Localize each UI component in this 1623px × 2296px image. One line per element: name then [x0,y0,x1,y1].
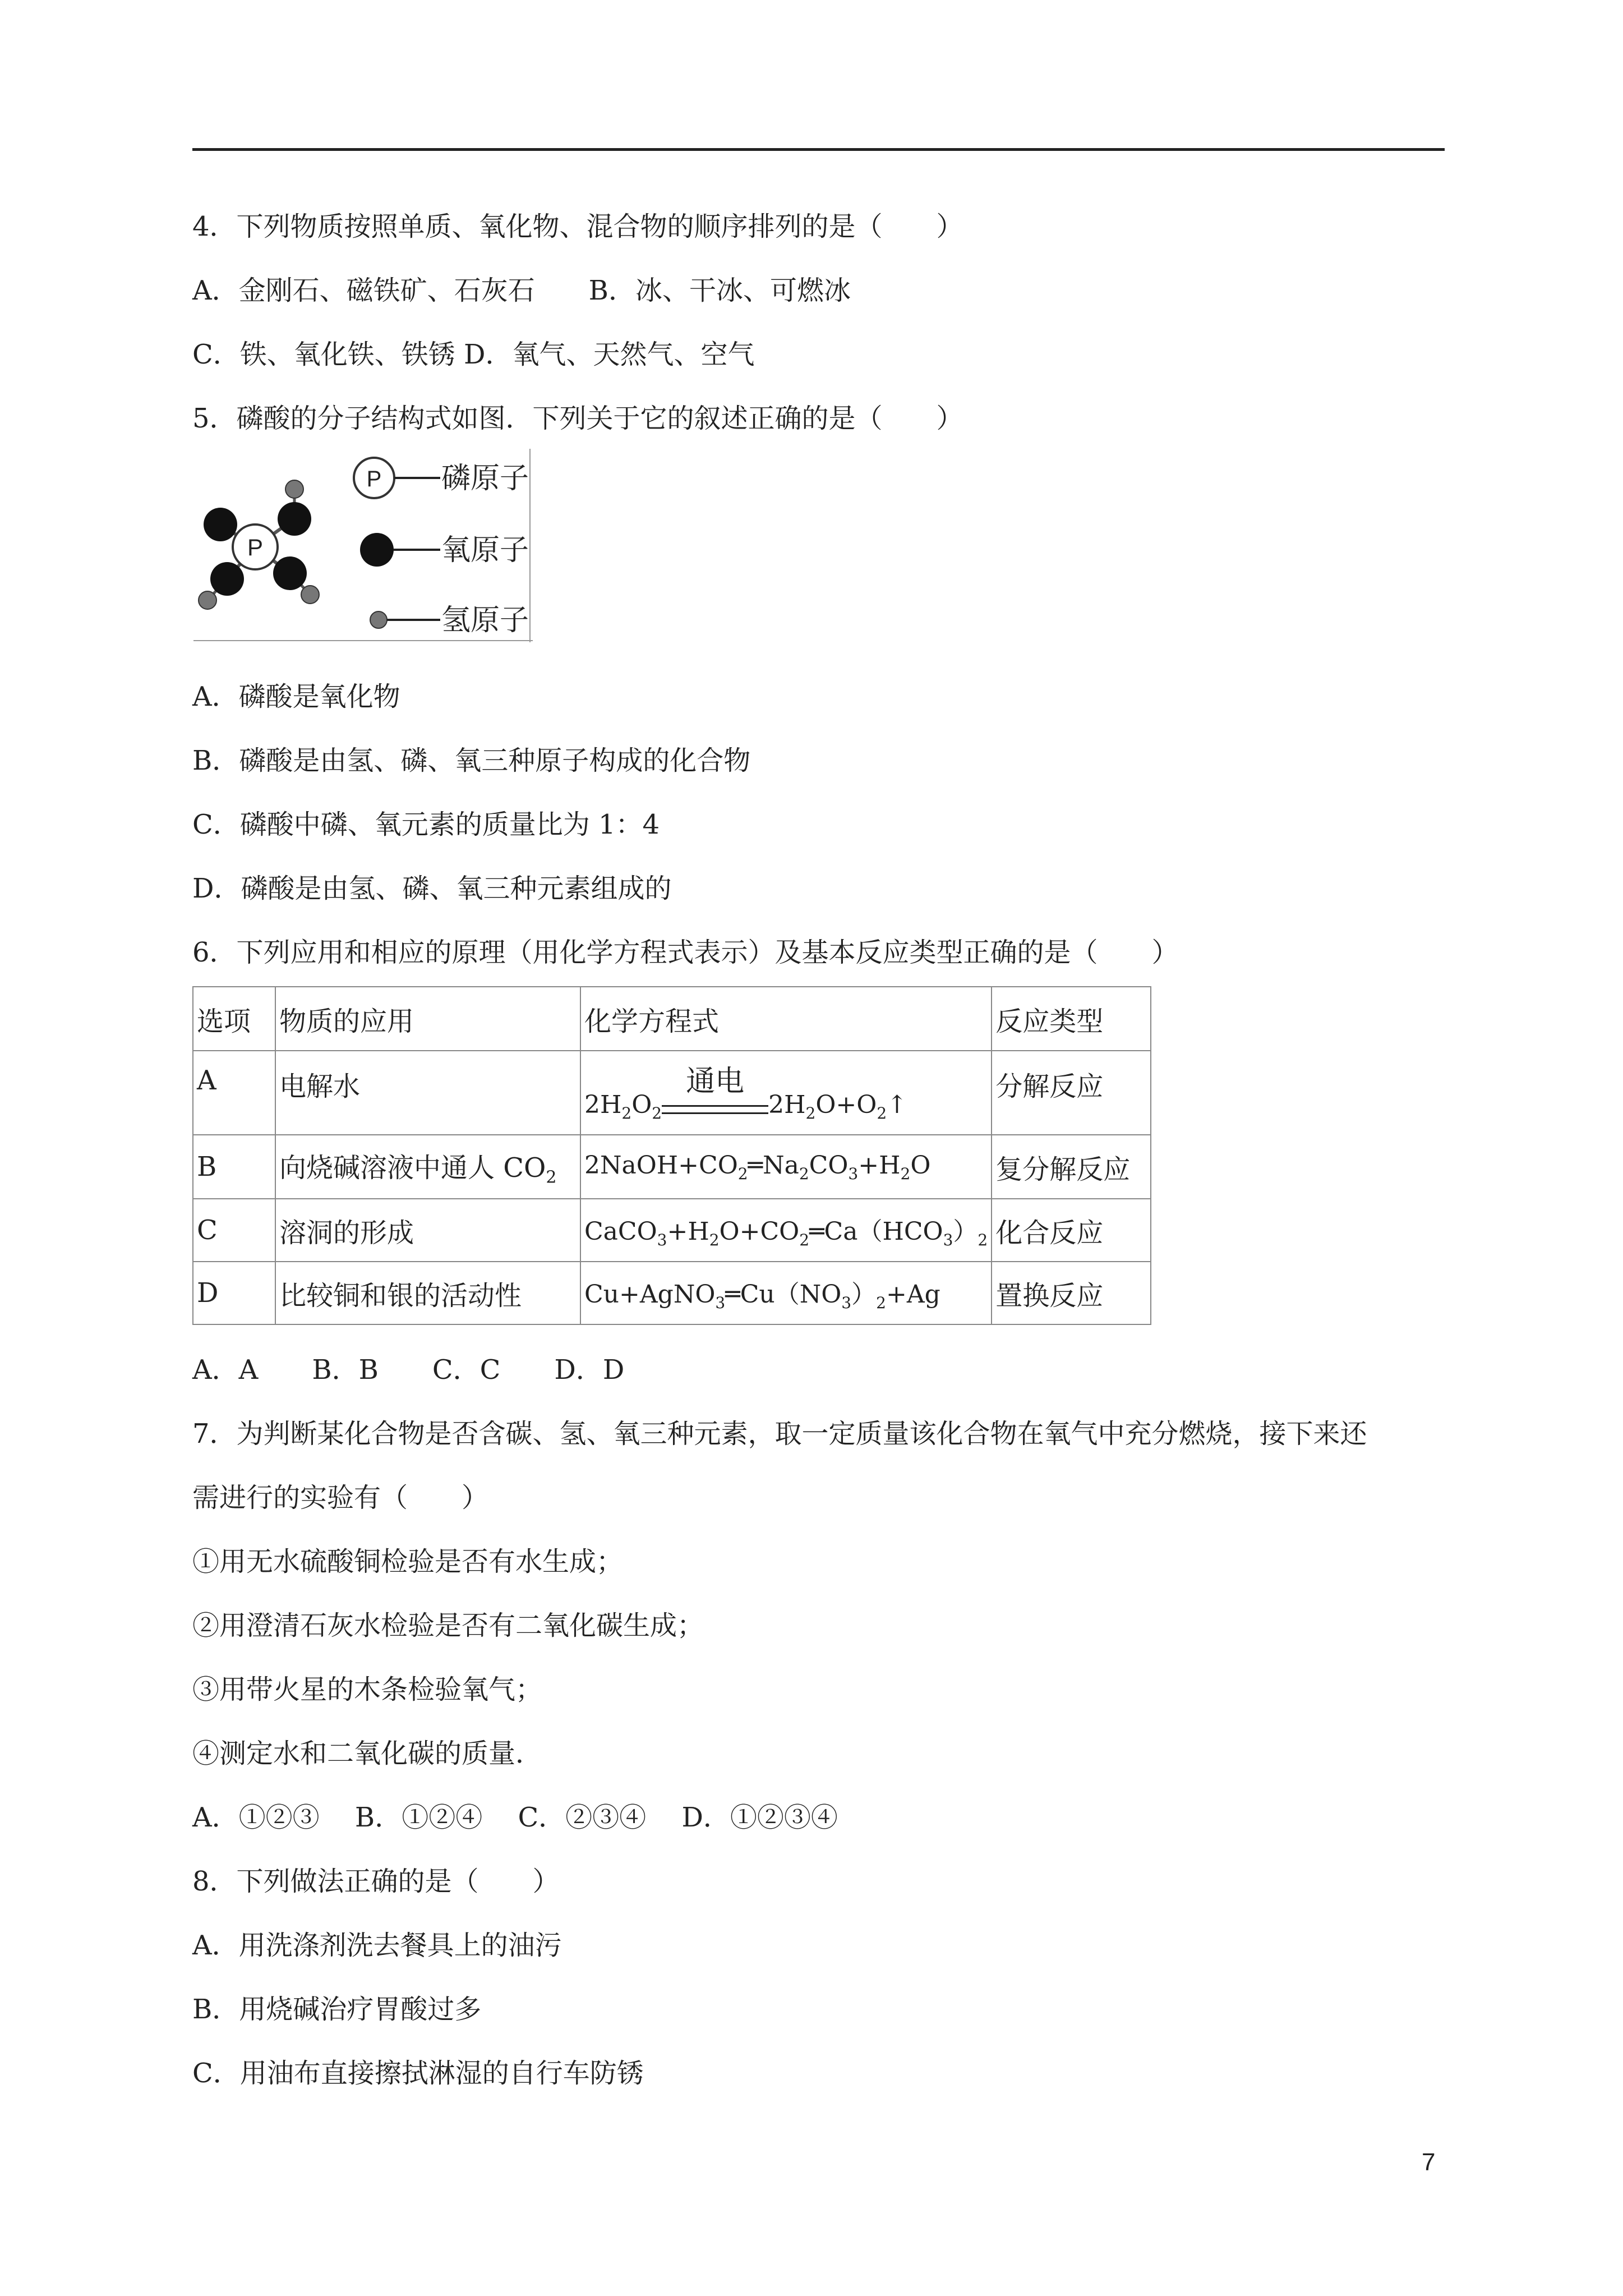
row-reaction-type: 化合反应 [992,1199,1151,1262]
q7-item-2: ②用澄清石灰水检验是否有二氧化碳生成； [192,1610,704,1641]
table-row [193,1262,1151,1324]
table-row [193,1051,1151,1135]
oxygen-atom [210,562,244,596]
electrolysis-condition [662,1065,768,1122]
row-equation: $Cu+AgNO_3═Cu(NO_3)_2+Ag$ [580,1262,992,1324]
reaction-table [192,986,1151,1325]
hydrogen-atom [199,591,216,609]
q8-stem: 8．下列做法正确的是（ ） [192,1866,560,1897]
q6-options: A．A B．B C．C D．D [192,1354,625,1386]
header-option: 选项 [193,987,275,1051]
hydrogen-atom [301,586,319,604]
oxygen-atom [204,508,237,541]
legend-hydrogen-label: 氢原子 [441,604,529,637]
header-equation: 化学方程式 [580,987,992,1051]
q7-item-3: ③用带火星的木条检验氧气； [192,1674,543,1705]
row-application: 电解水 [275,1051,580,1135]
molecule-structure [199,480,319,609]
q7-stem-line1: 7．为判断某化合物是否含碳、氢、氧三种元素，取一定质量该化合物在氧气中充分燃烧，接下来还 [192,1418,1367,1450]
q5-option-c: C．磷酸中磷、氧元素的质量比为 1：4 [192,809,660,840]
legend-oxygen-atom [360,533,394,567]
molecule-diagram [193,449,533,642]
q5-option-d: D．磷酸是由氢、磷、氧三种元素组成的 [192,873,672,904]
q4-options-cd: C．铁、氧化铁、铁锈 D．氧气、天然气、空气 [192,339,755,370]
row-equation: $2H_2O_2$ 通电 $2H_2O+O_2↑$ [580,1051,992,1135]
oxygen-atom [273,556,307,590]
row-option: C [193,1199,275,1262]
table-header-row [193,987,1151,1051]
q4-options-ab: A．金刚石、磁铁矿、石灰石 B．冰、干冰、可燃冰 [192,275,851,306]
legend-hydrogen-atom [370,611,387,628]
q5-stem: 5．磷酸的分子结构式如图．下列关于它的叙述正确的是（ ） [192,403,963,434]
q6-stem: 6．下列应用和相应的原理（用化学方程式表示）及基本反应类型正确的是（ ） [192,937,1179,968]
row-reaction-type: 分解反应 [992,1051,1151,1135]
row-reaction-type: 复分解反应 [992,1135,1151,1199]
header-rule [192,148,1445,151]
q8-option-b: B．用烧碱治疗胃酸过多 [192,1994,482,2025]
q7-item-4: ④测定水和二氧化碳的质量． [192,1738,543,1769]
phosphoric-acid-molecule-figure [193,449,533,642]
q8-option-a: A．用洗涤剂洗去餐具上的油污 [192,1930,562,1961]
oxygen-atom [278,502,311,536]
table-row [193,1199,1151,1262]
header-application: 物质的应用 [275,987,580,1051]
hydrogen-atom [285,480,303,498]
q4-stem: 4．下列物质按照单质、氧化物、混合物的顺序排列的是（ ） [192,211,963,242]
q5-option-b: B．磷酸是由氢、磷、氧三种原子构成的化合物 [192,745,751,776]
q7-options: A．①②③ B．①②④ C．②③④ D．①②③④ [192,1802,838,1833]
row-option: D [193,1262,275,1324]
row-application: 向烧碱溶液中通人 $CO_2$ [275,1135,580,1199]
table-row [193,1135,1151,1199]
legend-oxygen-label: 氧原子 [441,533,529,567]
page-number: 7 [1422,2148,1436,2176]
row-application: 溶洞的形成 [275,1199,580,1262]
row-equation: $CaCO_3+H_2O+CO_2═Ca(HCO_3)_2$ [580,1199,992,1262]
q5-option-a: A．磷酸是氧化物 [192,681,400,712]
q7-stem-line2: 需进行的实验有（ ） [192,1482,489,1513]
legend-phosphorus-symbol: P [366,467,382,491]
row-option: B [193,1135,275,1199]
row-application: 比较铜和银的活动性 [275,1262,580,1324]
row-option: A [193,1051,275,1135]
header-reaction-type: 反应类型 [992,987,1151,1051]
row-reaction-type: 置换反应 [992,1262,1151,1324]
phosphorus-symbol: P [247,534,264,560]
legend [354,458,529,637]
row-equation: $2NaOH+CO_2═Na_2CO_3+H_2O$ [580,1135,992,1199]
q8-option-c: C．用油布直接擦拭淋湿的自行车防锈 [192,2058,644,2089]
condition-label: 通电 [686,1065,745,1098]
q7-item-1: ①用无水硫酸铜检验是否有水生成； [192,1546,624,1577]
legend-phosphorus-label: 磷原子 [441,462,529,495]
